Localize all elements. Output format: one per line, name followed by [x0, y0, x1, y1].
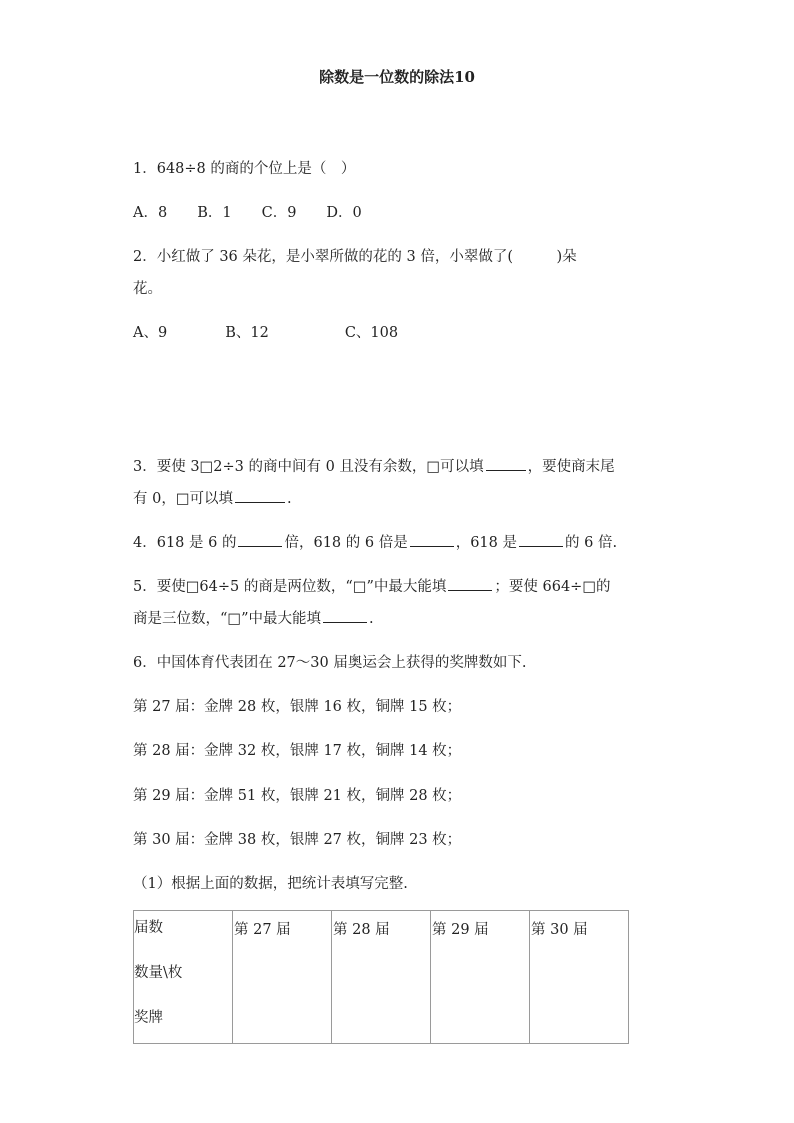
q1-option-d: D．0	[326, 205, 362, 221]
question-3-line-2	[133, 487, 292, 508]
header-session-27: 第 27 届	[234, 922, 291, 938]
header-session-29: 第 29 届	[432, 922, 489, 938]
q3-text-a: 3．要使 3□2÷3 的商中间有 0 且没有余数，□可以填	[133, 459, 484, 475]
corner-label-medal: 奖牌	[134, 1010, 163, 1026]
table-header-cell	[431, 911, 530, 1044]
table-row	[134, 911, 629, 1044]
q6-row-28: 第 28 届：金牌 32 枚，银牌 17 枚，铜牌 14 枚；	[133, 743, 462, 759]
q3-text-c: 有 0，□可以填	[133, 491, 234, 507]
q5-answer-blank-1[interactable]	[448, 576, 492, 591]
table-header-cell	[233, 911, 332, 1044]
corner-label-session: 届数	[134, 920, 163, 936]
q2-option-a: A、9	[133, 325, 168, 341]
q1-option-b: B．1	[197, 205, 232, 221]
q3-answer-blank-2[interactable]	[235, 488, 285, 503]
question-2-line-1: 2．小红做了 36 朵花，是小翠所做的花的 3 倍，小翠做了( )朵	[133, 249, 577, 265]
q5-answer-blank-2[interactable]	[323, 608, 367, 623]
q4-text-b: 倍，618 的 6 倍是	[284, 535, 408, 551]
question-4	[133, 531, 617, 552]
q4-text-d: 的 6 倍.	[565, 535, 618, 551]
header-session-30: 第 30 届	[531, 922, 588, 938]
q3-text-b: ，要使商末尾	[527, 459, 615, 475]
question-6-intro: 6．中国体育代表团在 27～30 届奥运会上获得的奖牌数如下.	[133, 655, 527, 671]
question-5-line-2	[133, 607, 374, 628]
table-header-cell	[332, 911, 431, 1044]
table-header-cell	[530, 911, 629, 1044]
header-session-28: 第 28 届	[333, 922, 390, 938]
question-2-line-2: 花。	[133, 281, 162, 297]
q1-option-a: A．8	[133, 205, 168, 221]
page-title: 除数是一位数的除法10	[319, 68, 475, 86]
q5-text-a: 5．要使□64÷5 的商是两位数，“□”中最大能填	[133, 579, 447, 595]
q5-text-b: ；要使 664÷□的	[494, 579, 611, 595]
table-corner-cell	[134, 911, 233, 1044]
q4-answer-blank-2[interactable]	[410, 532, 454, 547]
q4-answer-blank-1[interactable]	[238, 532, 282, 547]
corner-label-quantity: 数量\枚	[134, 965, 183, 981]
medal-stats-table	[133, 910, 629, 1044]
q6-sub-question-1: （1）根据上面的数据，把统计表填写完整.	[133, 876, 408, 892]
q5-text-c: 商是三位数，“□”中最大能填	[133, 611, 322, 627]
question-1: 1．648÷8 的商的个位上是（ ）	[133, 161, 356, 177]
question-2-options	[133, 321, 398, 342]
q6-row-30: 第 30 届：金牌 38 枚，银牌 27 枚，铜牌 23 枚；	[133, 832, 462, 848]
q4-text-a: 4．618 是 6 的	[133, 535, 237, 551]
q6-row-29: 第 29 届：金牌 51 枚，银牌 21 枚，铜牌 28 枚；	[133, 788, 462, 804]
q6-row-27: 第 27 届：金牌 28 枚，银牌 16 枚，铜牌 15 枚；	[133, 699, 462, 715]
question-5-line-1	[133, 575, 611, 596]
q4-text-c: ，618 是	[455, 535, 517, 551]
q5-text-d: .	[369, 611, 374, 627]
q1-option-c: C．9	[261, 205, 297, 221]
q3-answer-blank-1[interactable]	[486, 456, 526, 471]
q3-text-d: .	[287, 491, 292, 507]
question-1-options	[133, 201, 362, 222]
q2-option-b: B、12	[225, 325, 269, 341]
q4-answer-blank-3[interactable]	[519, 532, 563, 547]
question-3-line-1	[133, 455, 615, 476]
q2-option-c: C、108	[344, 325, 399, 341]
